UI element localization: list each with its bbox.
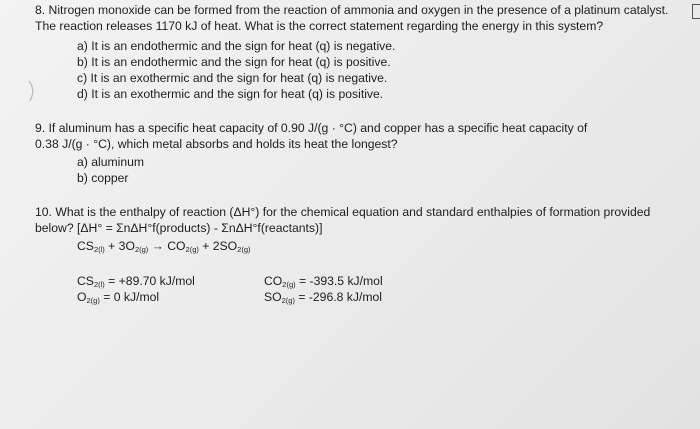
equation-cs2-state: 2(l)	[93, 245, 105, 254]
question-9-line-1: 9. If aluminum has a specific heat capacity of 0.90 J/(g · °C) and copper has a specific heat capacity of	[35, 121, 588, 135]
equation-plus-so2: + 2SO	[198, 239, 238, 253]
enthalpy-cs2-value: = +89.70 kJ/mol	[104, 274, 195, 288]
enthalpy-so2-label: SO	[264, 290, 282, 304]
question-9-line-2: 0.38 J/(g · °C), which metal absorbs and holds its heat the longest?	[35, 137, 398, 151]
equation-o2-state: 2(g)	[134, 245, 149, 254]
question-8-option-c: c) It is an exothermic and the sign for heat (q) is negative.	[77, 71, 388, 85]
equation-co2: CO	[167, 239, 186, 253]
enthalpy-o2-state: 2(g)	[86, 296, 100, 305]
enthalpy-co2-value: = -393.5 kJ/mol	[295, 274, 383, 288]
enthalpy-co2-state: 2(g)	[282, 280, 296, 289]
question-9-option-a: a) aluminum	[77, 155, 145, 169]
enthalpy-o2-value: = 0 kJ/mol	[99, 290, 160, 304]
enthalpy-cs2-state: 2(l)	[93, 280, 105, 289]
question-10-line-1: 10. What is the enthalpy of reaction (ΔH°) for the chemical equation and standard enthalpies of formation provided	[35, 205, 651, 219]
enthalpy-o2-label: O	[77, 290, 87, 304]
reaction-arrow-icon: →	[148, 239, 168, 253]
question-10-line-2: below? [ΔH° = ΣnΔH°f(products) - ΣnΔH°f(reactants)]	[35, 221, 323, 235]
question-8-option-b: b) It is an endothermic and the sign for heat (q) is positive.	[77, 55, 391, 69]
enthalpy-cs2-label: CS	[77, 274, 94, 288]
question-8-line-2: The reaction releases 1170 kJ of heat. What is the correct statement regarding the energy in this system?	[35, 19, 604, 33]
equation-co2-state: 2(g)	[185, 245, 199, 254]
equation-so2-state: 2(g)	[237, 245, 251, 254]
chemical-equation	[77, 239, 251, 257]
question-9-option-b: b) copper	[77, 171, 129, 185]
question-8-option-a: a) It is an endothermic and the sign for heat (q) is negative.	[77, 39, 396, 53]
enthalpy-so2-value: = -296.8 kJ/mol	[294, 290, 382, 304]
enthalpy-co2-label: CO	[264, 274, 283, 288]
enthalpy-o2	[77, 290, 159, 308]
question-8-line-1: 8. Nitrogen monoxide can be formed from the reaction of ammonia and oxygen in the presence of a platinum catalyst.	[35, 3, 669, 17]
enthalpy-so2	[264, 290, 382, 308]
enthalpy-so2-state: 2(g)	[281, 296, 295, 305]
pencil-check-mark-icon	[27, 80, 37, 102]
question-8-option-d: d) It is an exothermic and the sign for heat (q) is positive.	[77, 87, 384, 101]
equation-plus-o2: + 3O	[104, 239, 135, 253]
equation-cs2: CS	[77, 239, 94, 253]
edge-box-icon	[692, 4, 700, 19]
